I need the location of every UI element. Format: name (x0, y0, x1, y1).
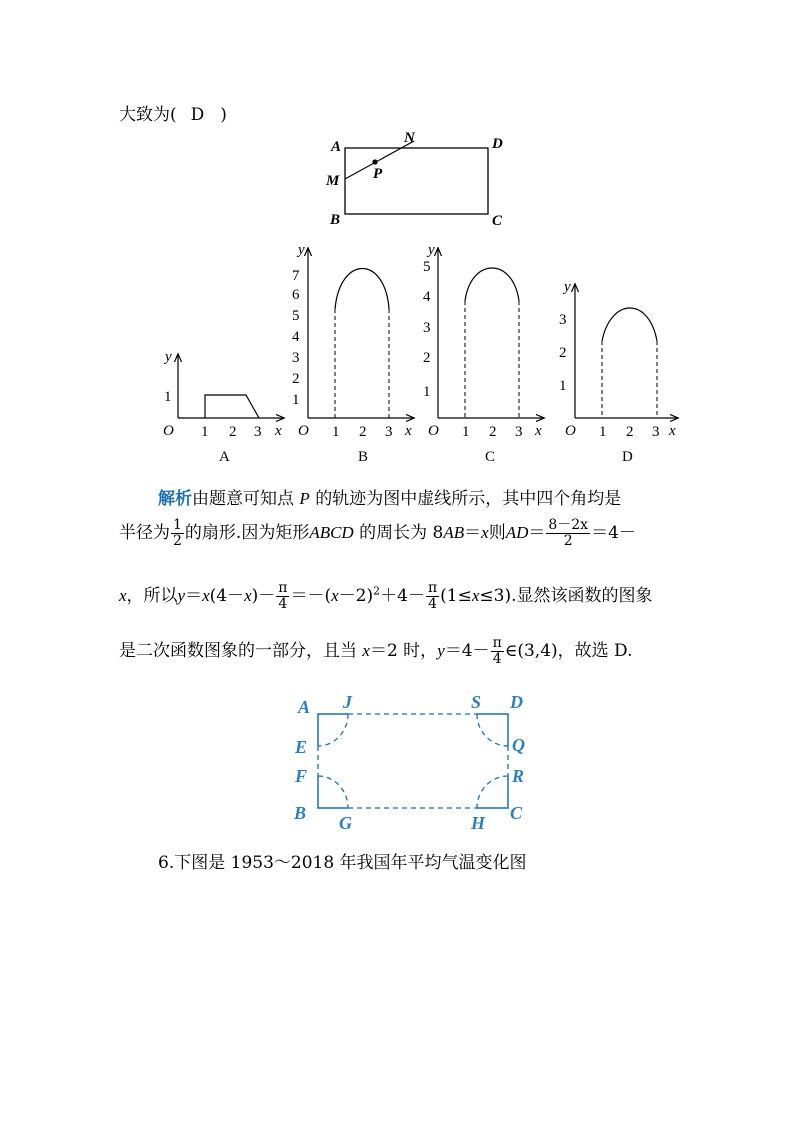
graph-c-curve (465, 268, 519, 301)
question-tail-close: ) (220, 105, 227, 125)
x-axis-label: x (405, 423, 412, 439)
y-tick: 1 (292, 392, 300, 408)
label-h: H (471, 813, 486, 833)
label-d: D (510, 692, 523, 712)
arc-top-left (318, 714, 348, 746)
corner-a-edges (318, 714, 348, 746)
x-tick: 1 (332, 424, 340, 440)
numerator: π (492, 635, 502, 652)
denominator: 2 (173, 533, 182, 549)
option-b-label: B (358, 449, 369, 465)
text-run: 由题意可知点 (192, 489, 294, 509)
text-run: ＝ (528, 523, 546, 543)
graph-b (292, 242, 413, 465)
rectangle-figure (320, 128, 520, 228)
text-run: x (471, 586, 480, 605)
y-tick: 3 (423, 320, 431, 336)
text-run: y (437, 641, 445, 660)
origin-label: O (565, 423, 576, 439)
denominator: 2 (563, 533, 573, 549)
corner-c-edges (477, 776, 508, 808)
text-run: ＋4－ (380, 586, 425, 606)
x-tick: 3 (254, 424, 262, 440)
solution-line-4 (119, 636, 632, 667)
text-run: ∈(3,4)，故选 D. (504, 641, 633, 661)
x-tick: 2 (359, 424, 367, 440)
text-run: ＝2 时， (369, 641, 438, 661)
text-run: ＝－( (290, 586, 332, 606)
numerator: π (278, 580, 288, 597)
question-tail-text: 大致为( (119, 105, 177, 125)
x-tick: 2 (626, 424, 634, 440)
numerator: 8－2x (548, 517, 589, 534)
label-p: P (373, 166, 383, 182)
y-tick: 4 (423, 289, 431, 305)
rectangle-abcd (345, 148, 488, 214)
answer-letter: D (190, 105, 205, 125)
y-tick: 2 (423, 350, 431, 366)
text-run: x (202, 586, 210, 605)
y-axis-label: y (428, 242, 435, 258)
label-s: S (471, 692, 482, 712)
trajectory-figure (285, 684, 545, 839)
text-run: ABCD (309, 523, 354, 542)
fraction-pi-4 (426, 581, 439, 611)
option-a-label: A (219, 449, 230, 465)
text-run: 的轨迹为图中虚线所示，其中四个角均是 (315, 489, 622, 509)
text-run: AB (443, 523, 465, 542)
option-graphs (155, 235, 695, 475)
text-run: ，所以 (126, 586, 178, 606)
text-run: 是二次函数图象的一部分，且当 (119, 641, 357, 661)
graph-c (423, 242, 543, 465)
text-run: )－ (251, 586, 276, 606)
label-q: Q (512, 735, 525, 755)
label-d: D (492, 136, 503, 152)
y-tick: 1 (559, 378, 567, 394)
y-tick: 6 (292, 287, 300, 303)
text-run: (1≤ (440, 586, 472, 606)
origin-label: O (163, 423, 174, 439)
denominator: 4 (428, 596, 438, 612)
x-tick: 2 (229, 424, 237, 440)
label-c: C (510, 803, 523, 823)
fraction-pi-4 (491, 636, 504, 666)
x-axis-label: x (275, 423, 282, 439)
arc-bottom-left (318, 776, 348, 808)
text-run: x (481, 523, 489, 542)
label-r: R (512, 766, 525, 786)
text-run: (4－ (209, 586, 245, 606)
numerator: π (427, 580, 438, 597)
y-tick: 1 (423, 384, 431, 400)
origin-label: O (428, 423, 439, 439)
text-run: 半径为 (119, 523, 170, 543)
label-f: F (295, 766, 308, 786)
y-tick: 3 (292, 350, 300, 366)
fraction-pi-4 (276, 581, 289, 611)
text-run: ≤3).显然该函数的图象 (479, 586, 653, 606)
corner-d-edges (477, 714, 508, 746)
text-run: －2) (338, 586, 374, 606)
denominator: 4 (492, 651, 502, 667)
graph-b-curve (335, 269, 389, 310)
arc-bottom-right (477, 776, 508, 808)
text-run: ＝4－ (444, 641, 490, 661)
label-a: A (331, 139, 342, 155)
y-axis-label: y (165, 349, 172, 365)
text-run: AD (505, 523, 529, 542)
graph-a-curve (205, 395, 259, 418)
x-tick: 2 (489, 424, 497, 440)
question-tail (119, 100, 227, 125)
numerator: 1 (173, 517, 182, 534)
x-tick: 1 (462, 424, 470, 440)
x-tick: 1 (201, 424, 209, 440)
y-tick: 7 (292, 268, 300, 284)
x-tick: 1 (599, 424, 607, 440)
text-run: x (244, 586, 252, 605)
text-run: P (299, 489, 310, 508)
label-a: A (298, 697, 311, 717)
graph-d (559, 279, 677, 465)
x-tick: 3 (385, 424, 393, 440)
exponent: 2 (373, 584, 381, 598)
label-b: B (294, 803, 307, 823)
graph-d-curve (602, 308, 657, 341)
text-run: 的周长为 8 (359, 523, 444, 543)
y-axis-label: y (298, 242, 305, 258)
y-tick: 1 (164, 389, 172, 405)
fraction-half (171, 518, 184, 548)
text-run: x (331, 586, 339, 605)
solution-line-3 (119, 581, 653, 612)
label-b: B (330, 212, 341, 228)
text-run: 则 (488, 523, 506, 543)
text-run: 的扇形.因为矩形 (184, 523, 310, 543)
y-tick: 5 (292, 308, 300, 324)
y-tick: 2 (292, 371, 300, 387)
x-tick: 3 (515, 424, 523, 440)
graph-a (163, 349, 283, 465)
origin-label: O (298, 423, 309, 439)
label-c: C (492, 213, 503, 228)
x-axis-label: x (669, 423, 676, 439)
text-run: x (119, 586, 127, 605)
y-tick: 4 (292, 329, 300, 345)
y-axis-label: y (564, 279, 571, 295)
y-tick: 5 (423, 259, 431, 275)
option-c-label: C (485, 449, 496, 465)
x-tick: 3 (652, 424, 660, 440)
option-d-label: D (622, 449, 633, 465)
next-question: 6.下图是 1953～2018 年我国年平均气温变化图 (158, 853, 527, 873)
label-m: M (326, 173, 340, 189)
label-n: N (404, 130, 415, 146)
arc-top-right (477, 714, 508, 746)
x-axis-label: x (535, 423, 542, 439)
text-run: ＝4－ (591, 523, 636, 543)
label-e: E (295, 737, 308, 757)
denominator: 4 (278, 596, 288, 612)
text-run: y (177, 586, 186, 605)
text-run: ＝ (464, 523, 482, 543)
label-g: G (339, 813, 352, 833)
solution-line-2 (119, 518, 636, 549)
text-run: ＝ (185, 586, 203, 606)
y-tick: 3 (559, 312, 567, 328)
solution-label: 解析 (158, 489, 192, 509)
point-p (372, 159, 377, 164)
solution-line-1 (158, 484, 621, 509)
label-j: J (343, 692, 352, 712)
y-tick: 2 (559, 345, 567, 361)
text-run: x (362, 641, 370, 660)
fraction-ad (546, 518, 590, 548)
